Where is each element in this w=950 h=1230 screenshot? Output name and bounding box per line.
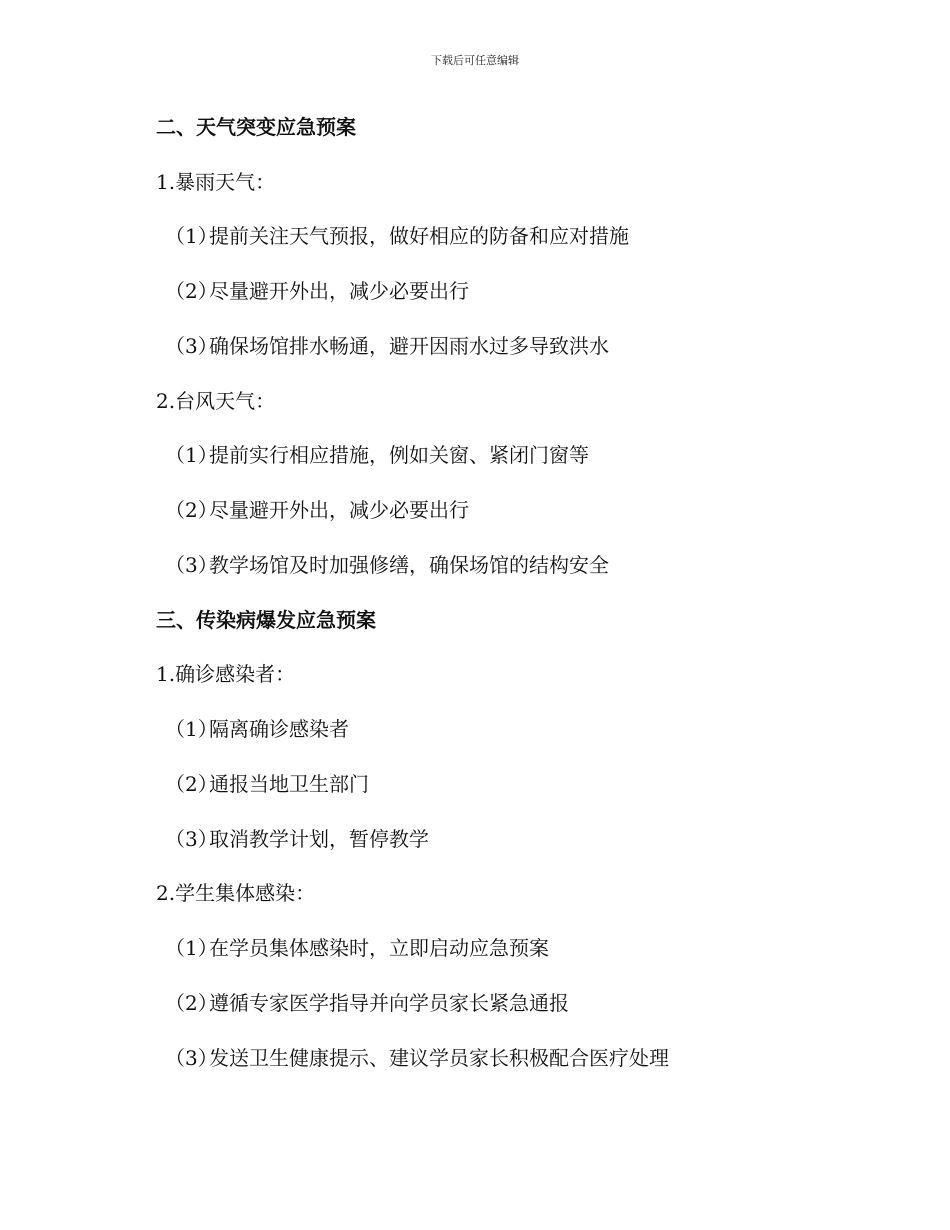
list-item	[165, 332, 609, 360]
list-item	[165, 770, 369, 798]
item-number: （2）	[165, 498, 218, 522]
list-item	[165, 715, 349, 743]
list-item	[165, 825, 429, 853]
item-text: 隔离确诊感染者	[209, 717, 349, 741]
subsection-label: 1.确诊感染者：	[156, 662, 296, 686]
list-item	[165, 1044, 669, 1072]
item-number: （2）	[165, 772, 218, 796]
item-number: （1）	[165, 224, 218, 248]
item-number: （2）	[165, 279, 218, 303]
section-heading: 二、天气突变应急预案	[156, 115, 356, 139]
list-item	[165, 989, 569, 1017]
list-item	[165, 551, 609, 579]
item-text: 在学员集体感染时，立即启动应急预案	[209, 936, 549, 960]
item-text: 提前实行相应措施，例如关窗、紧闭门窗等	[209, 443, 589, 467]
section-heading: 三、传染病爆发应急预案	[156, 608, 376, 632]
item-text: 确保场馆排水畅通，避开因雨水过多导致洪水	[209, 334, 609, 358]
item-number: （1）	[165, 936, 218, 960]
item-text: 发送卫生健康提示、建议学员家长积极配合医疗处理	[209, 1046, 669, 1070]
subsection-label: 2.台风天气：	[156, 389, 276, 413]
page-header: 下载后可任意编辑	[431, 54, 519, 67]
subsection-label: 1.暴雨天气：	[156, 170, 276, 194]
item-number: （3）	[165, 553, 218, 577]
list-item	[165, 496, 469, 524]
list-item	[165, 222, 629, 250]
item-number: （1）	[165, 443, 218, 467]
item-number: （2）	[165, 991, 218, 1015]
item-text: 尽量避开外出，减少必要出行	[209, 498, 469, 522]
list-item	[165, 441, 589, 469]
item-text: 教学场馆及时加强修缮，确保场馆的结构安全	[209, 553, 609, 577]
item-number: （3）	[165, 334, 218, 358]
item-text: 提前关注天气预报，做好相应的防备和应对措施	[209, 224, 629, 248]
item-text: 尽量避开外出，减少必要出行	[209, 279, 469, 303]
item-number: （1）	[165, 717, 218, 741]
item-number: （3）	[165, 827, 218, 851]
list-item	[165, 934, 549, 962]
item-text: 取消教学计划，暂停教学	[209, 827, 429, 851]
item-number: （3）	[165, 1046, 218, 1070]
list-item	[165, 277, 469, 305]
subsection-label: 2.学生集体感染：	[156, 881, 316, 905]
item-text: 通报当地卫生部门	[209, 772, 369, 796]
item-text: 遵循专家医学指导并向学员家长紧急通报	[209, 991, 569, 1015]
